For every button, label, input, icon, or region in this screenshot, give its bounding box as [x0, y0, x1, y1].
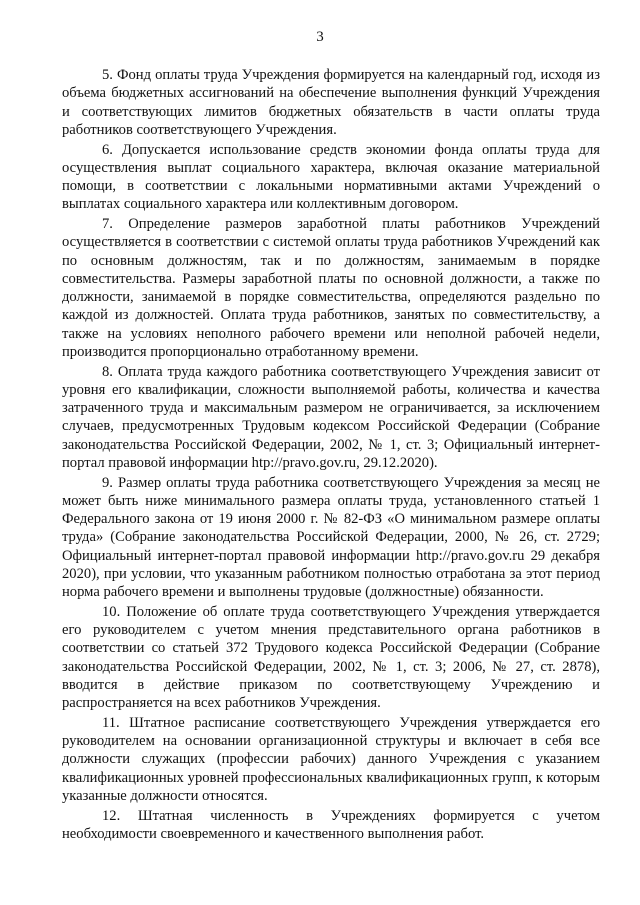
document-body — [62, 66, 600, 845]
paragraph-5: 5. Фонд оплаты труда Учреждения формируется на календарный год, исходя из объема бюджетных ассигнований на обеспечение выполнения функций Учреждения и соответствующих лимитов бюджетных обязательств в части оплаты труда работников соответствующего Учреждения. — [62, 67, 600, 138]
paragraph-7: 7. Определение размеров заработной платы работников Учреждений осуществляется в соответствии с системой оплаты труда работников Учреждений как по основным должностям, так и по должностям, занимаемым в порядке совместительства. Размеры заработной платы по основной должности, а также по должности, занимаемой в порядке совместительства, определяются раздельно по каждой из должностей. Оплата труда работников, занятых по совместительству, а также на условиях неполного рабочего времени или неполной рабочей недели, производится пропорционально отработанному времени. — [62, 216, 600, 360]
paragraph-12: 12. Штатная численность в Учреждениях формируется с учетом необходимости своевременного и качественного выполнения работ. — [62, 807, 600, 842]
paragraph-10: 10. Положение об оплате труда соответствующего Учреждения утверждается его руководителем с учетом мнения представительного органа работников в соответствии со статьей 372 Трудового кодекса Российской Федерации (Собрание законодательства Российской Федерации, 2002, № 1, ст. 3; 2006, № 27, ст. 2878), вводится в действие приказом по соответствующему Учреждению и распространяется на всех работников Учреждения. — [62, 603, 600, 711]
paragraph-6: 6. Допускается использование средств экономии фонда оплаты труда для осуществления выплат социального характера, включая оказание материальной помощи, в соответствии с локальными нормативными актами Учреждений о выплатах социального характера или коллективным договором. — [62, 141, 600, 213]
page-number: 3 — [316, 29, 324, 45]
paragraph-9: 9. Размер оплаты труда работника соответствующего Учреждения за месяц не может быть ниже минимального размера оплаты труда, установленного статьей 1 Федерального закона от 19 июня 2000 г. № 82-ФЗ «О минимальном размере оплаты труда» (Собрание законодательства Российской Федерации, 2000, № 26, ст. 2729; Официальный интернет-портал правовой информации http://pravo.gov.ru 29 декабря 2020), при условии, что указанным работником полностью отработана за этот период норма рабочего времени и выполнены трудовые (должностные) обязанности. — [62, 474, 600, 600]
paragraph-8: 8. Оплата труда каждого работника соответствующего Учреждения зависит от уровня его квалификации, сложности выполняемой работы, количества и качества затраченного труда и максимальным размером не ограничивается, за исключением случаев, предусмотренных Трудовым кодексом Российской Федерации (Собрание законодательства Российской Федерации, 2002, № 1, ст. 3; Официальный интернет-портал правовой информации htp://pravo.gov.ru, 29.12.2020). — [62, 363, 600, 471]
paragraph-11: 11. Штатное расписание соответствующего Учреждения утверждается его руководителем на основании организационной структуры и включает в себя все должности служащих (профессии рабочих) данного Учреждения с указанием квалификационных уровней профессиональных квалификационных групп, к которым указанные должности относятся. — [62, 714, 600, 804]
